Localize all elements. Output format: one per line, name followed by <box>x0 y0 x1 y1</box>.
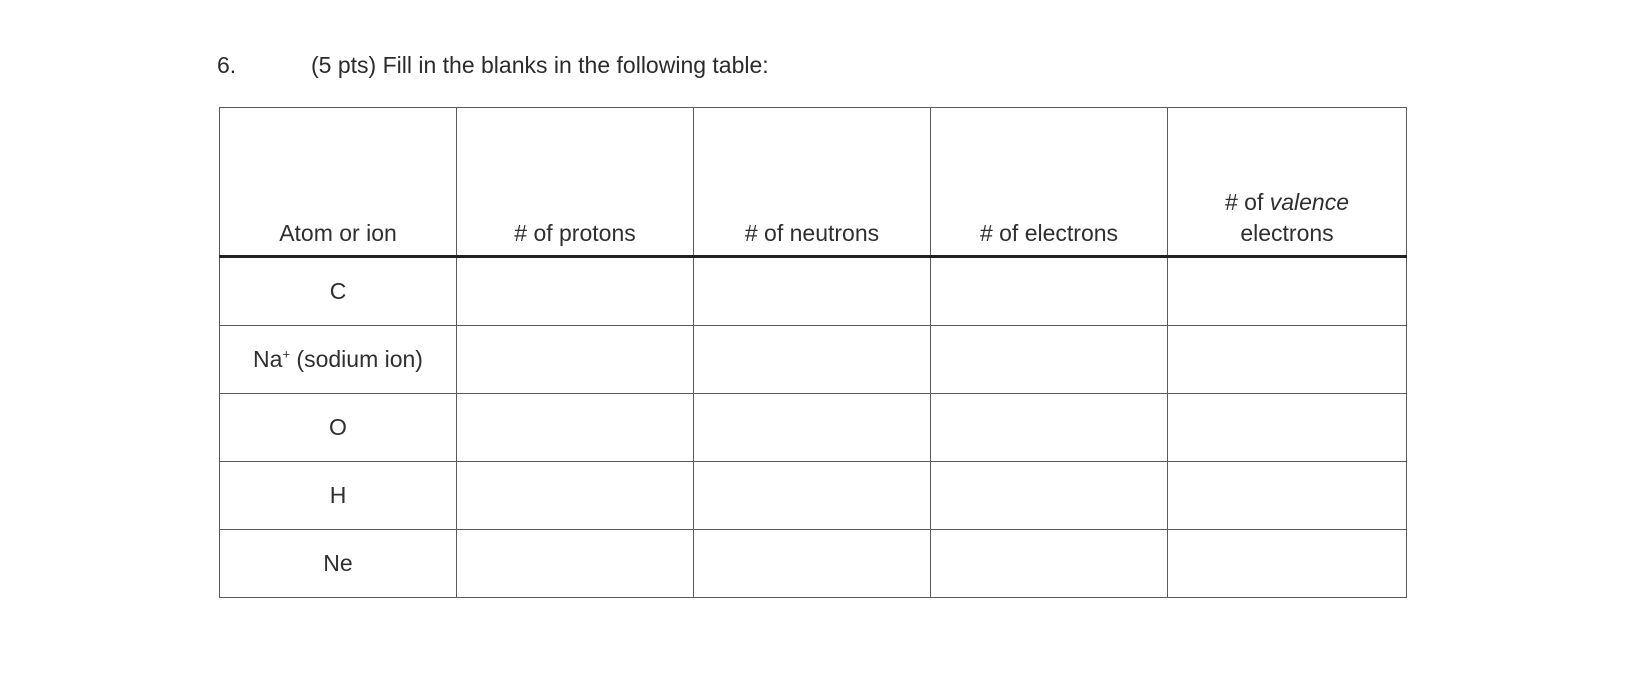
atom-cell: O <box>220 394 457 462</box>
protons-blank[interactable] <box>457 257 694 326</box>
neutrons-blank[interactable] <box>694 462 931 530</box>
protons-blank[interactable] <box>457 462 694 530</box>
atom-cell: C <box>220 257 457 326</box>
electrons-blank[interactable] <box>931 394 1168 462</box>
table-row <box>220 257 1407 326</box>
header-protons: # of protons <box>457 108 694 257</box>
question-number: 6. <box>217 52 237 78</box>
atom-cell <box>220 326 457 394</box>
header-row <box>220 108 1407 257</box>
atom-description: (sodium ion) <box>290 346 423 372</box>
electrons-blank[interactable] <box>931 462 1168 530</box>
table-row <box>220 462 1407 530</box>
header-valence-italic: valence <box>1269 188 1350 215</box>
electrons-blank[interactable] <box>931 326 1168 394</box>
header-electrons: # of electrons <box>931 108 1168 257</box>
protons-blank[interactable] <box>457 394 694 462</box>
valence-blank[interactable] <box>1168 462 1407 530</box>
protons-blank[interactable] <box>457 326 694 394</box>
electrons-blank[interactable] <box>931 530 1168 598</box>
protons-blank[interactable] <box>457 530 694 598</box>
neutrons-blank[interactable] <box>694 394 931 462</box>
valence-blank[interactable] <box>1168 394 1407 462</box>
atom-cell: H <box>220 462 457 530</box>
table-row <box>220 326 1407 394</box>
valence-blank[interactable] <box>1168 257 1407 326</box>
neutrons-blank[interactable] <box>694 257 931 326</box>
header-valence-suffix: electrons <box>1240 219 1334 246</box>
question-text: (5 pts) Fill in the blanks in the following table: <box>311 52 769 78</box>
neutrons-blank[interactable] <box>694 326 931 394</box>
header-valence-prefix: # of <box>1224 188 1270 215</box>
header-valence-line1 <box>1168 187 1406 218</box>
header-atom: Atom or ion <box>220 108 457 257</box>
atom-table <box>219 107 1407 598</box>
valence-blank[interactable] <box>1168 326 1407 394</box>
header-valence <box>1168 108 1407 257</box>
neutrons-blank[interactable] <box>694 530 931 598</box>
atom-charge: + <box>282 346 291 362</box>
header-neutrons: # of neutrons <box>694 108 931 257</box>
table-row <box>220 530 1407 598</box>
valence-blank[interactable] <box>1168 530 1407 598</box>
atom-cell: Ne <box>220 530 457 598</box>
electrons-blank[interactable] <box>931 257 1168 326</box>
atom-symbol: Na <box>253 346 283 372</box>
table-row <box>220 394 1407 462</box>
